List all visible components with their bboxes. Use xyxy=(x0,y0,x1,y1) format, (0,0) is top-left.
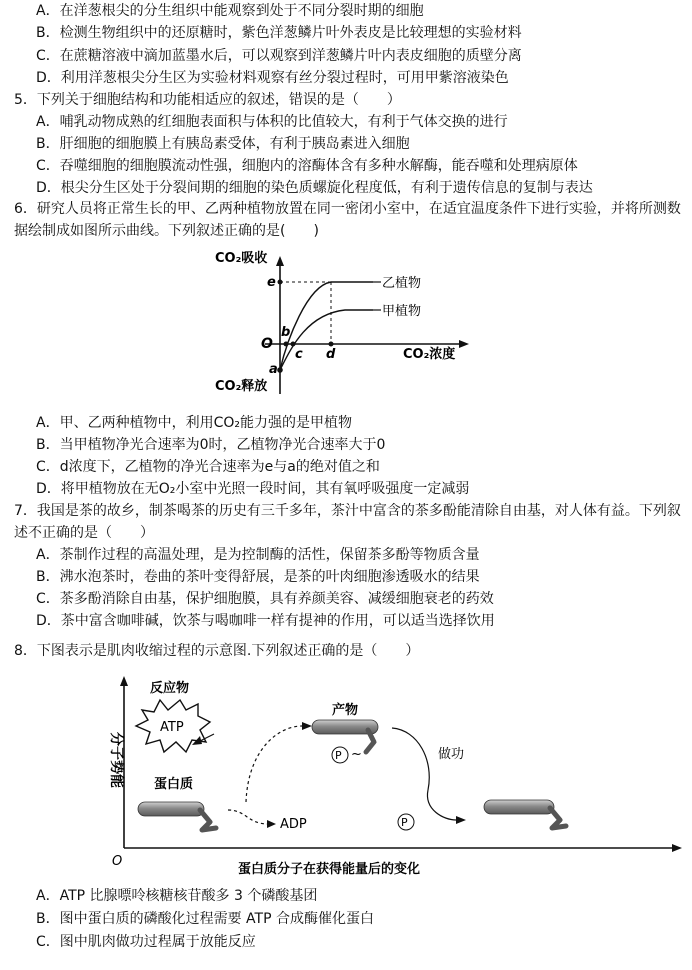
q6-stem: 6．研究人员将正常生长的甲、乙两种植物放置在同一密闭小室中，在适宜温度条件下进行实验，并将所测数据绘制成如图所示曲线。下列叙述正确的是( ) xyxy=(14,201,681,239)
prev-option-c: C．在蔗糖溶液中滴加蓝墨水后，可以观察到洋葱鳞片叶内表皮细胞的质壁分离 xyxy=(36,48,522,64)
q6-option-b: B．当甲植物净光合速率为0时，乙植物净光合速率大于0 xyxy=(36,437,386,453)
q8-product-p-label: P xyxy=(335,749,342,762)
q8-protein-rod xyxy=(138,802,204,816)
q8-work-label: 做功 xyxy=(438,747,465,762)
q6-x-label: CO₂浓度 xyxy=(403,347,456,362)
q7-option-a: A．茶制作过程的高温处理，是为控制酶的活性，保留茶多酚等物质含量 xyxy=(36,547,480,563)
q6-y-bottom-label: CO₂释放 xyxy=(215,379,268,394)
prev-option-a: A．在洋葱根尖的分生组织中能观察到处于不同分裂时期的细胞 xyxy=(36,3,424,19)
q8-work-arrow-head xyxy=(456,816,466,824)
q5-option-d: D．根尖分生区处于分裂间期的细胞的染色质螺旋化程度低，有利于遗传信息的复制与表达 xyxy=(36,180,593,196)
q8-released-p-label: P xyxy=(401,816,408,829)
q7-option-d: D．茶中富含咖啡碱，饮茶与喝咖啡一样有提神的作用，可以适当选择饮用 xyxy=(36,613,495,629)
q8-stem: 8．下图表示是肌肉收缩过程的示意图.下列叙述正确的是（ ） xyxy=(14,643,420,659)
q8-option-b: B．图中蛋白质的磷酸化过程需要 ATP 合成酶催化蛋白 xyxy=(36,911,374,927)
q6-label-c: c xyxy=(295,347,303,362)
q8-adp-dash-arrow xyxy=(228,810,268,824)
q8-phosphorylation-arrow-head xyxy=(302,722,312,730)
q8-muscle-figure xyxy=(88,670,683,880)
q6-label-a: a xyxy=(269,362,278,377)
q7-stem: 7．我国是茶的故乡，制茶喝茶的历史有三千多年，茶汁中富含的茶多酚能清除自由基，对人体有益。下列叙述不正确的是（ ） xyxy=(14,503,681,541)
q8-work-arrow xyxy=(392,728,429,790)
q8-option-c: C．图中肌肉做功过程属于放能反应 xyxy=(36,934,256,950)
q6-curve-yi-label: 乙植物 xyxy=(382,276,422,291)
q8-reactant-label: 反应物 xyxy=(150,681,190,696)
q6-co2-figure xyxy=(195,244,485,404)
q8-product-tilde: ~ xyxy=(351,747,362,762)
prev-option-b: B．检测生物组织中的还原糖时，紫色洋葱鳞片叶外表皮是比较理想的实验材料 xyxy=(36,25,522,41)
q6-point-a xyxy=(277,367,283,373)
q8-final-hook xyxy=(550,808,566,828)
q6-point-b xyxy=(284,342,289,347)
q8-x-arrow xyxy=(672,844,682,852)
q6-label-b: b xyxy=(281,325,291,340)
q8-work-arrow-tail xyxy=(427,790,456,820)
q8-protein-label: 蛋白质 xyxy=(154,777,194,792)
q6-option-c: C．d浓度下，乙植物的净光合速率为e与a的绝对值之和 xyxy=(36,459,380,475)
q6-option-a: A．甲、乙两种植物中，利用CO₂能力强的是甲植物 xyxy=(36,415,352,431)
q6-point-d xyxy=(329,342,334,347)
q6-point-e xyxy=(278,280,283,285)
q8-option-a: A．ATP 比腺嘌呤核糖核苷酸多 3 个磷酸基团 xyxy=(36,888,318,904)
q6-curve-jia-label: 甲植物 xyxy=(382,304,422,319)
q8-product-label: 产物 xyxy=(332,703,359,718)
q8-adp-label: ADP xyxy=(280,817,307,832)
q8-final-rod xyxy=(484,800,554,814)
q6-y-top-label: CO₂吸收 xyxy=(215,251,268,266)
q6-point-c xyxy=(291,342,296,347)
q6-option-d: D．将甲植物放在无O₂小室中光照一段时间，其有氧呼吸强度一定减弱 xyxy=(36,481,470,497)
q7-option-b: B．沸水泡茶时，卷曲的茶叶变得舒展，是茶的叶肉细胞渗透吸水的结果 xyxy=(36,569,480,585)
q5-option-b: B．肝细胞的细胞膜上有胰岛素受体，有利于胰岛素进入细胞 xyxy=(36,136,410,152)
q8-y-label: 分子势能 xyxy=(108,732,124,788)
q7-option-c: C．茶多酚消除自由基，保护细胞膜，具有养颜美容、减缓细胞衰老的药效 xyxy=(36,591,494,607)
q8-protein-hook xyxy=(200,810,216,830)
q6-x-arrow xyxy=(459,340,469,348)
prev-option-d: D．利用洋葱根尖分生区为实验材料观察有丝分裂过程时，可用甲紫溶液染色 xyxy=(36,70,509,86)
q5-stem: 5．下列关于细胞结构和功能相适应的叙述，错误的是（ ） xyxy=(14,92,401,108)
q8-atp-label: ATP xyxy=(160,720,184,735)
q5-option-c: C．吞噬细胞的细胞膜流动性强，细胞内的溶酶体含有多种水解酶，能吞噬和处理病原体 xyxy=(36,158,578,174)
q8-y-arrow xyxy=(120,676,128,686)
q8-origin-label: O xyxy=(112,854,123,869)
q8-adp-arrow-head xyxy=(267,820,276,828)
q8-phosphorylation-dash xyxy=(246,726,302,802)
q6-origin-label: O xyxy=(261,336,273,352)
q6-label-e: e xyxy=(267,275,276,290)
q6-y-arrow xyxy=(276,256,284,266)
q8-x-label: 蛋白质分子在获得能量后的变化 xyxy=(238,862,421,877)
q5-option-a: A．哺乳动物成熟的红细胞表面积与体积的比值较大，有利于气体交换的进行 xyxy=(36,114,508,130)
q6-label-d: d xyxy=(326,347,336,362)
